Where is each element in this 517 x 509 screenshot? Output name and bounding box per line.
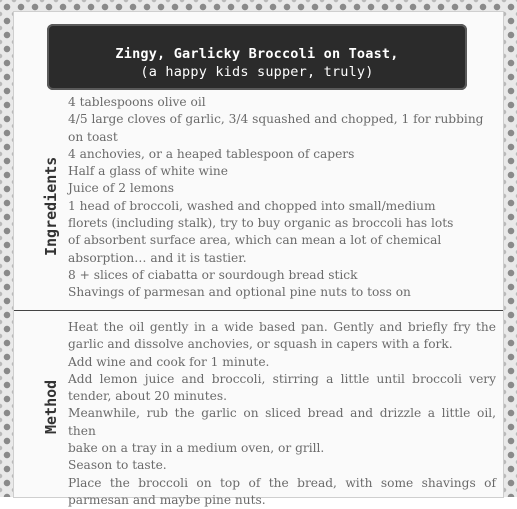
recipe-card: [14, 12, 503, 507]
ingredient-line: florets (including stalk), try to buy organic as broccoli has lots: [68, 216, 454, 231]
method-line: garlic and dissolve anchovies, or squash in capers with a fork.: [68, 337, 453, 352]
method-line: parmesan and maybe pine nuts.: [68, 492, 266, 507]
ingredients-label: Ingredients: [42, 156, 60, 256]
ingredient-line: 8 + slices of ciabatta or sourdough bread stick: [68, 267, 358, 282]
ingredient-line: 4 tablespoons olive oil: [68, 95, 206, 109]
recipe-subtitle: (a happy kids supper, truly): [140, 64, 374, 80]
method-line: bake on a tray in a medium oven, or grill.: [68, 441, 325, 456]
method-line: Heat the oil gently in a wide based pan. Gently and briefly fry the: [68, 320, 496, 334]
ingredient-line: on toast: [68, 129, 118, 144]
ingredient-line: Half a glass of white wine: [68, 164, 228, 179]
method-line: Place the broccoli on top of the bread, with some shavings of: [68, 475, 496, 490]
ingredient-line: 4/5 large cloves of garlic, 3/4 squashed and chopped, 1 for rubbing: [68, 112, 484, 127]
method-label: Method: [42, 379, 60, 434]
ingredients-list: [68, 94, 496, 302]
recipe-title: Zingy, Garlicky Broccoli on Toast,: [115, 46, 399, 62]
ingredient-line: 1 head of broccoli, washed and chopped into small/medium: [68, 198, 436, 213]
ingredient-line: 4 anchovies, or a heaped tablespoon of capers: [68, 146, 355, 161]
method-line: Add wine and cook for 1 minute.: [68, 354, 270, 369]
ingredient-line: absorption… and it is tastier.: [68, 250, 247, 265]
title-banner: [47, 24, 467, 90]
ingredient-line: Shavings of parmesan and optional pine nuts to toss on: [68, 285, 411, 300]
ingredient-line: of absorbent surface area, which can mean a lot of chemical: [68, 233, 442, 248]
ingredient-line: Juice of 2 lemons: [68, 181, 175, 196]
method-steps: [68, 319, 496, 509]
method-line: Season to taste.: [68, 458, 167, 473]
method-line: Meanwhile, rub the garlic on sliced bread and drizzle a little oil, then: [68, 406, 496, 438]
section-divider: [14, 310, 503, 311]
method-line: tender, about 20 minutes.: [68, 389, 228, 404]
method-line: Add lemon juice and broccoli, stirring a little until broccoli very: [68, 371, 496, 386]
